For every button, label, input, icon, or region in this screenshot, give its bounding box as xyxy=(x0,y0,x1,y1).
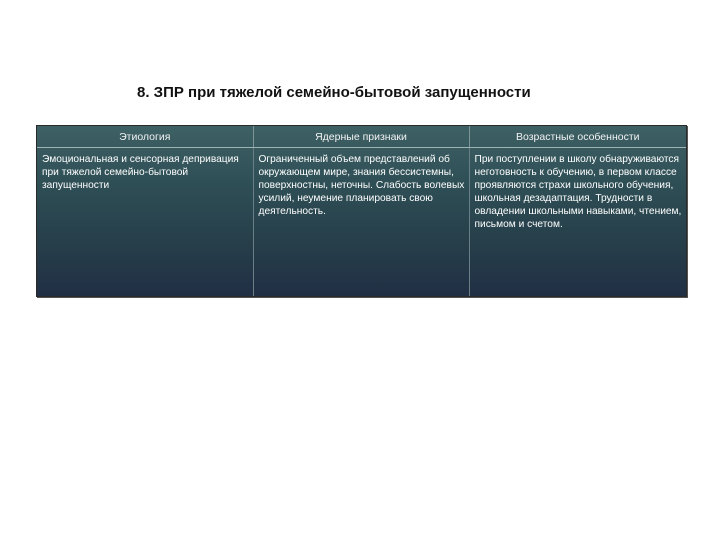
header-core-signs: Ядерные признаки xyxy=(253,126,469,148)
table-header-row xyxy=(37,126,686,148)
cell-etiology: Эмоциональная и сенсорная депривация при тяжелой семейно-бытовой запущенности xyxy=(37,148,253,297)
header-age-features: Возрастные особенности xyxy=(469,126,686,148)
slide-title: 8. ЗПР при тяжелой семейно-бытовой запущенности xyxy=(137,84,531,101)
header-etiology: Этиология xyxy=(37,126,253,148)
cell-core-signs: Ограниченный объем представлений об окружающем мире, знания бессистемны, поверхностны, неточны. Слабость волевых усилий, неумение планировать свою деятельность. xyxy=(253,148,469,297)
cell-age-features: При поступлении в школу обнаруживаются неготовность к обучению, в первом классе проявляются страхи школьного обучения, школьная дезадаптация. Трудности в овладении школьными навыками, чтением, письмом и счетом. xyxy=(474,154,682,230)
table-row xyxy=(37,148,686,297)
content-table xyxy=(36,125,687,297)
